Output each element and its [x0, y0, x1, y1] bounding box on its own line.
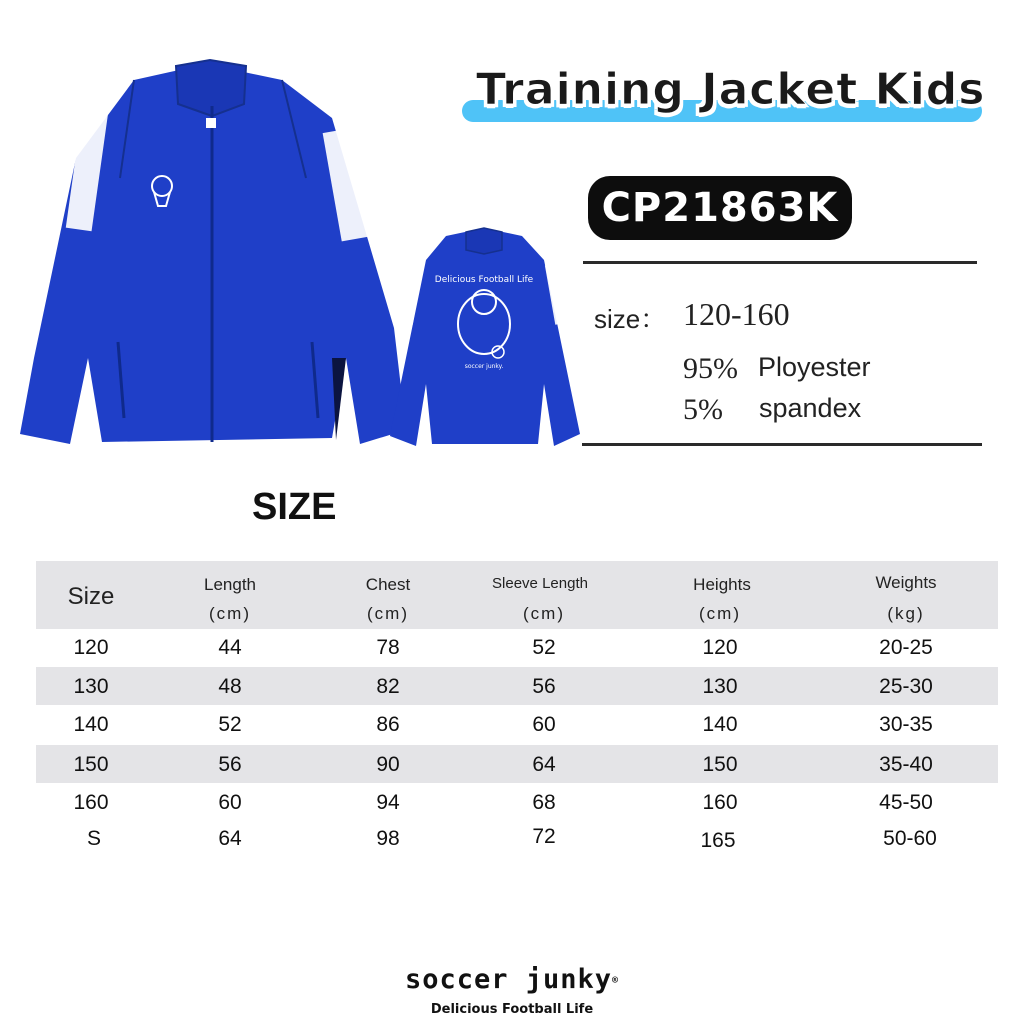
table-cell: 20-25: [879, 636, 933, 659]
size-range: 120-160: [683, 296, 790, 332]
table-header-heights-unit: (cm): [699, 604, 741, 623]
table-cell: 56: [218, 753, 242, 776]
table-row-band: [36, 667, 998, 705]
table-cell: 150: [702, 753, 738, 776]
table-cell: 130: [702, 675, 738, 698]
brand-tagline: Delicious Football Life: [430, 1002, 594, 1017]
table-header-chest-unit: (cm): [367, 604, 409, 623]
table-cell: 44: [218, 636, 242, 659]
model-code: CP21863K: [601, 185, 839, 231]
table-cell: 52: [532, 636, 556, 659]
table-cell: 60: [532, 713, 556, 736]
jacket-front-image: [14, 58, 414, 450]
table-cell: 120: [73, 636, 109, 659]
table-cell: 52: [218, 713, 242, 736]
table-header-length: Length: [204, 575, 256, 594]
table-cell: 165: [700, 829, 736, 852]
table-cell: 50-60: [883, 827, 937, 850]
table-header-row: [36, 561, 998, 629]
table-header-chest: Chest: [365, 575, 411, 594]
table-header-size: Size: [67, 583, 115, 610]
table-cell: 86: [376, 713, 400, 736]
material-percent-1: 95%: [683, 352, 738, 385]
table-row-band: [36, 745, 998, 783]
product-title: Training Jacket Kids: [476, 64, 986, 115]
table-cell: 35-40: [879, 753, 933, 776]
jacket-back-image: [386, 224, 582, 448]
brand-name: soccer junky: [404, 964, 613, 995]
divider-bottom: [582, 443, 982, 446]
table-cell: 90: [376, 753, 400, 776]
table-header-sleeve-length: Sleeve Length: [492, 575, 588, 592]
table-cell: 48: [218, 675, 242, 698]
table-cell: 150: [73, 753, 109, 776]
material-percent-2: 5%: [683, 393, 723, 426]
back-print-text: Delicious Football Life: [434, 275, 534, 285]
product-title-block: [462, 60, 986, 130]
table-header-length-unit: (cm): [209, 604, 251, 623]
table-header-weights-unit: (kg): [887, 604, 925, 623]
table-cell: 82: [376, 675, 400, 698]
model-code-badge: [588, 176, 852, 240]
table-cell: 130: [73, 675, 109, 698]
table-cell: 140: [73, 713, 109, 736]
size-heading: SIZE: [252, 486, 337, 528]
back-print-small: soccer junky.: [464, 363, 504, 370]
table-cell: 94: [376, 791, 400, 814]
table-header-weights: Weights: [875, 573, 937, 592]
table-cell: 64: [218, 827, 242, 850]
table-cell: 30-35: [879, 713, 933, 736]
table-cell: 98: [376, 827, 400, 850]
table-header-heights: Heights: [693, 575, 751, 594]
table-cell: 78: [376, 636, 400, 659]
size-label: size：: [594, 304, 667, 334]
table-cell: 56: [532, 675, 556, 698]
table-cell: 140: [702, 713, 738, 736]
table-cell: 64: [532, 753, 556, 776]
table-cell: S: [86, 827, 102, 850]
brand-logo: [0, 964, 1024, 995]
material-name-1: Ployester: [758, 352, 871, 382]
table-cell: 60: [218, 791, 242, 814]
table-cell: 45-50: [879, 791, 933, 814]
divider-top: [583, 261, 977, 264]
table-cell: 68: [532, 791, 556, 814]
table-cell: 160: [73, 791, 109, 814]
table-cell: 25-30: [879, 675, 933, 698]
table-cell: 160: [702, 791, 738, 814]
material-name-2: spandex: [759, 393, 862, 423]
table-header-sleeve-length-unit: (cm): [523, 604, 565, 623]
table-cell: 72: [532, 825, 556, 848]
registered-mark: ®: [612, 975, 620, 986]
table-cell: 120: [702, 636, 738, 659]
